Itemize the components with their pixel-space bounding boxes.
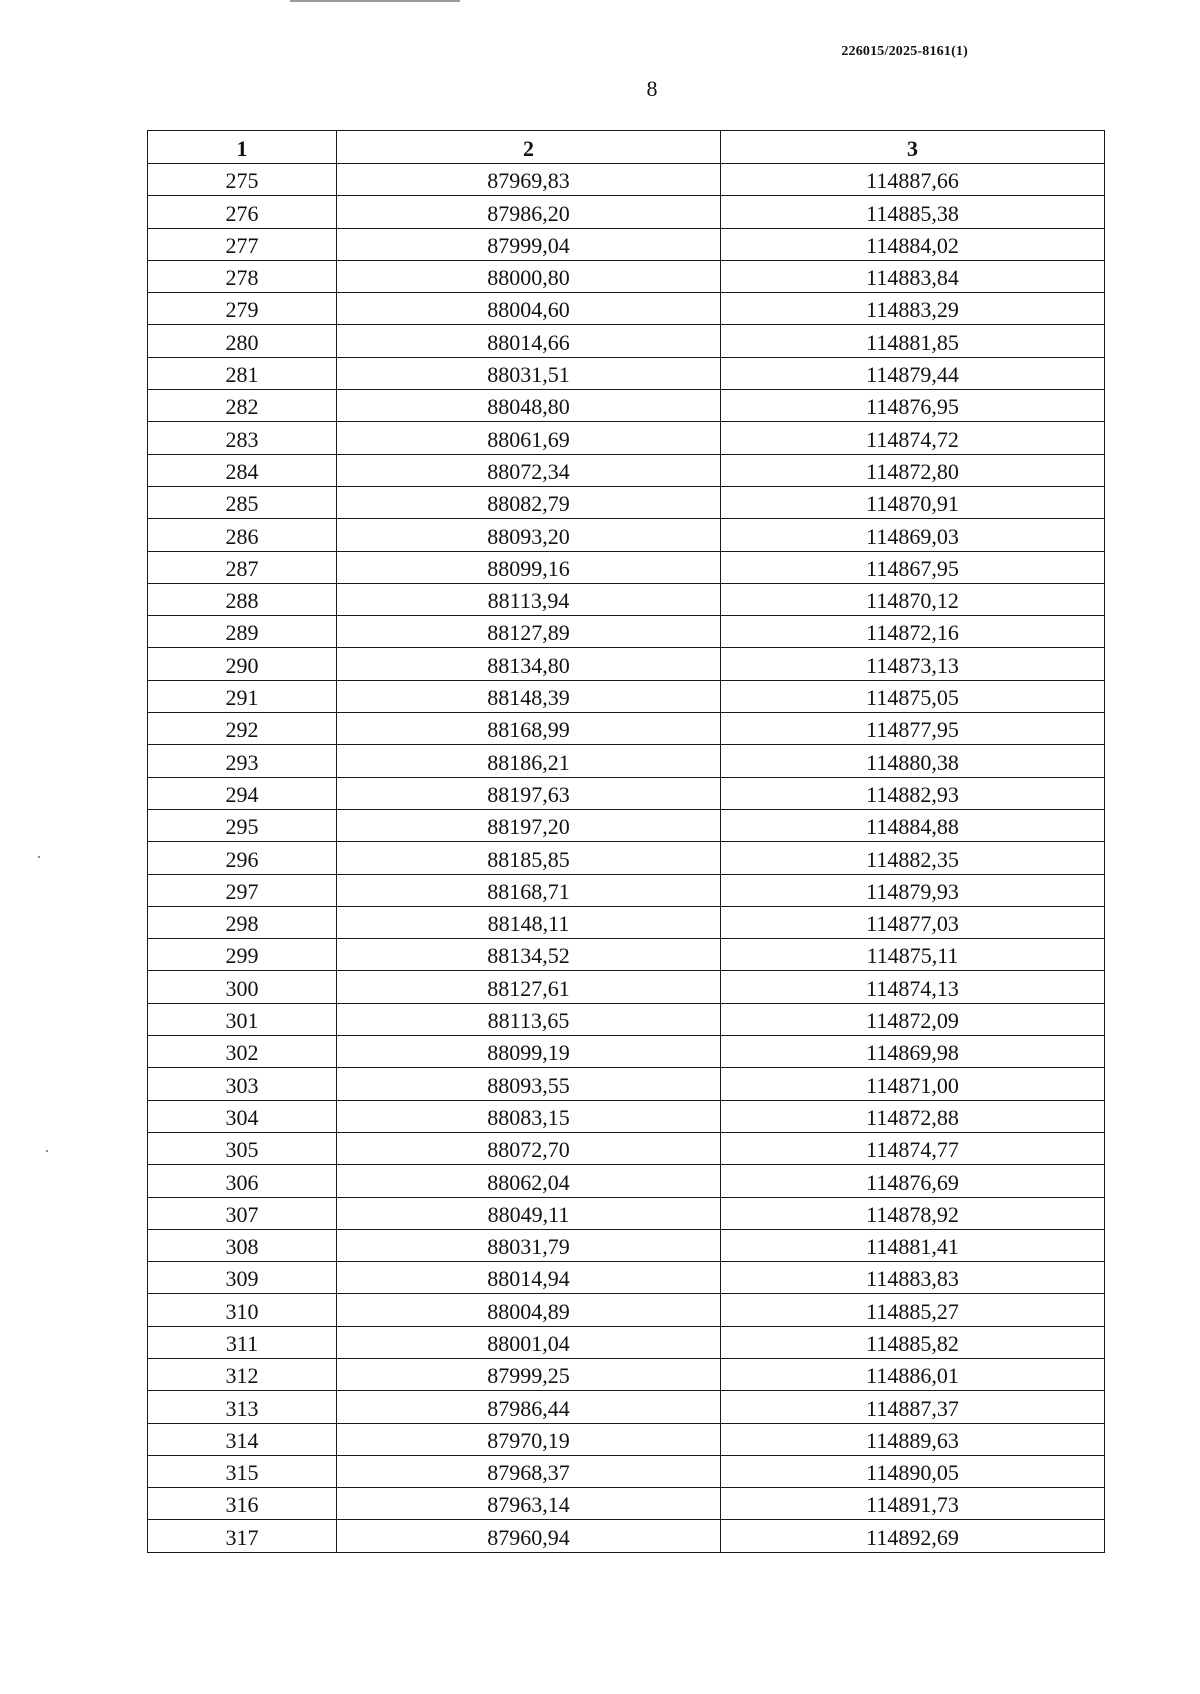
table-row (148, 1391, 1105, 1423)
y-coordinate-cell: 114881,41 (721, 1229, 1105, 1261)
column-header: 3 (721, 131, 1105, 164)
y-coordinate-cell: 114884,02 (721, 228, 1105, 260)
table-row (148, 745, 1105, 777)
y-coordinate-cell: 114891,73 (721, 1488, 1105, 1520)
point-number-cell: 284 (148, 454, 337, 486)
x-coordinate-cell: 88031,51 (337, 357, 721, 389)
table-row (148, 906, 1105, 938)
point-number-cell: 287 (148, 551, 337, 583)
x-coordinate-cell: 88061,69 (337, 422, 721, 454)
y-coordinate-cell: 114876,69 (721, 1165, 1105, 1197)
scan-artifact-dot (38, 856, 40, 858)
point-number-cell: 292 (148, 713, 337, 745)
x-coordinate-cell: 88134,52 (337, 939, 721, 971)
x-coordinate-cell: 88072,34 (337, 454, 721, 486)
point-number-cell: 311 (148, 1326, 337, 1358)
table-row (148, 164, 1105, 196)
y-coordinate-cell: 114871,00 (721, 1068, 1105, 1100)
point-number-cell: 285 (148, 486, 337, 518)
table-row (148, 519, 1105, 551)
x-coordinate-cell: 88186,21 (337, 745, 721, 777)
x-coordinate-cell: 88134,80 (337, 648, 721, 680)
x-coordinate-cell: 87969,83 (337, 164, 721, 196)
table-row (148, 1358, 1105, 1390)
x-coordinate-cell: 88093,20 (337, 519, 721, 551)
point-number-cell: 305 (148, 1132, 337, 1164)
y-coordinate-cell: 114892,69 (721, 1520, 1105, 1552)
x-coordinate-cell: 88062,04 (337, 1165, 721, 1197)
x-coordinate-cell: 88004,89 (337, 1294, 721, 1326)
table-row (148, 1003, 1105, 1035)
point-number-cell: 304 (148, 1100, 337, 1132)
point-number-cell: 283 (148, 422, 337, 454)
x-coordinate-cell: 88099,16 (337, 551, 721, 583)
point-number-cell: 281 (148, 357, 337, 389)
y-coordinate-cell: 114874,72 (721, 422, 1105, 454)
y-coordinate-cell: 114885,27 (721, 1294, 1105, 1326)
point-number-cell: 302 (148, 1036, 337, 1068)
y-coordinate-cell: 114874,13 (721, 971, 1105, 1003)
x-coordinate-cell: 88099,19 (337, 1036, 721, 1068)
table-row (148, 551, 1105, 583)
y-coordinate-cell: 114874,77 (721, 1132, 1105, 1164)
table-row (148, 1520, 1105, 1552)
y-coordinate-cell: 114886,01 (721, 1358, 1105, 1390)
y-coordinate-cell: 114875,05 (721, 680, 1105, 712)
x-coordinate-cell: 88148,11 (337, 906, 721, 938)
table-row (148, 1068, 1105, 1100)
y-coordinate-cell: 114879,44 (721, 357, 1105, 389)
y-coordinate-cell: 114873,13 (721, 648, 1105, 680)
table-row (148, 1294, 1105, 1326)
point-number-cell: 289 (148, 616, 337, 648)
table-row (148, 1455, 1105, 1487)
table-body (148, 164, 1105, 1553)
point-number-cell: 280 (148, 325, 337, 357)
table-row (148, 260, 1105, 292)
x-coordinate-cell: 87986,44 (337, 1391, 721, 1423)
table-row (148, 196, 1105, 228)
column-header: 1 (148, 131, 337, 164)
point-number-cell: 293 (148, 745, 337, 777)
page-number: 8 (646, 76, 658, 101)
y-coordinate-cell: 114885,82 (721, 1326, 1105, 1358)
y-coordinate-cell: 114880,38 (721, 745, 1105, 777)
y-coordinate-cell: 114883,29 (721, 293, 1105, 325)
table-row (148, 1326, 1105, 1358)
point-number-cell: 278 (148, 260, 337, 292)
x-coordinate-cell: 87986,20 (337, 196, 721, 228)
x-coordinate-cell: 88072,70 (337, 1132, 721, 1164)
x-coordinate-cell: 88014,66 (337, 325, 721, 357)
x-coordinate-cell: 88083,15 (337, 1100, 721, 1132)
x-coordinate-cell: 88185,85 (337, 842, 721, 874)
table-row (148, 939, 1105, 971)
x-coordinate-cell: 88148,39 (337, 680, 721, 712)
x-coordinate-cell: 88049,11 (337, 1197, 721, 1229)
point-number-cell: 309 (148, 1262, 337, 1294)
point-number-cell: 316 (148, 1488, 337, 1520)
y-coordinate-cell: 114889,63 (721, 1423, 1105, 1455)
point-number-cell: 317 (148, 1520, 337, 1552)
x-coordinate-cell: 87999,25 (337, 1358, 721, 1390)
y-coordinate-cell: 114878,92 (721, 1197, 1105, 1229)
x-coordinate-cell: 88127,61 (337, 971, 721, 1003)
table-row (148, 971, 1105, 1003)
point-number-cell: 295 (148, 809, 337, 841)
x-coordinate-cell: 88093,55 (337, 1068, 721, 1100)
y-coordinate-cell: 114881,85 (721, 325, 1105, 357)
point-number-cell: 291 (148, 680, 337, 712)
point-number-cell: 288 (148, 583, 337, 615)
point-number-cell: 286 (148, 519, 337, 551)
table-row (148, 228, 1105, 260)
table-row (148, 713, 1105, 745)
table-row (148, 1229, 1105, 1261)
y-coordinate-cell: 114879,93 (721, 874, 1105, 906)
point-number-cell: 276 (148, 196, 337, 228)
table-row (148, 1132, 1105, 1164)
x-coordinate-cell: 88004,60 (337, 293, 721, 325)
y-coordinate-cell: 114877,95 (721, 713, 1105, 745)
point-number-cell: 298 (148, 906, 337, 938)
point-number-cell: 279 (148, 293, 337, 325)
point-number-cell: 307 (148, 1197, 337, 1229)
y-coordinate-cell: 114869,98 (721, 1036, 1105, 1068)
y-coordinate-cell: 114872,80 (721, 454, 1105, 486)
x-coordinate-cell: 87960,94 (337, 1520, 721, 1552)
x-coordinate-cell: 88113,94 (337, 583, 721, 615)
table-row (148, 357, 1105, 389)
table-row (148, 293, 1105, 325)
y-coordinate-cell: 114869,03 (721, 519, 1105, 551)
y-coordinate-cell: 114876,95 (721, 390, 1105, 422)
table-row (148, 1262, 1105, 1294)
table-row (148, 1423, 1105, 1455)
y-coordinate-cell: 114870,12 (721, 583, 1105, 615)
x-coordinate-cell: 88113,65 (337, 1003, 721, 1035)
table-row (148, 680, 1105, 712)
point-number-cell: 301 (148, 1003, 337, 1035)
y-coordinate-cell: 114867,95 (721, 551, 1105, 583)
point-number-cell: 290 (148, 648, 337, 680)
x-coordinate-cell: 88168,99 (337, 713, 721, 745)
point-number-cell: 277 (148, 228, 337, 260)
table-row (148, 1488, 1105, 1520)
y-coordinate-cell: 114890,05 (721, 1455, 1105, 1487)
point-number-cell: 310 (148, 1294, 337, 1326)
table-row (148, 648, 1105, 680)
table-row (148, 1197, 1105, 1229)
coordinates-table (147, 130, 1105, 1553)
table-row (148, 1036, 1105, 1068)
y-coordinate-cell: 114887,37 (721, 1391, 1105, 1423)
point-number-cell: 275 (148, 164, 337, 196)
y-coordinate-cell: 114875,11 (721, 939, 1105, 971)
point-number-cell: 315 (148, 1455, 337, 1487)
scan-artifact-dot (46, 1150, 48, 1152)
point-number-cell: 312 (148, 1358, 337, 1390)
point-number-cell: 294 (148, 777, 337, 809)
y-coordinate-cell: 114882,35 (721, 842, 1105, 874)
x-coordinate-cell: 87999,04 (337, 228, 721, 260)
table-row (148, 325, 1105, 357)
y-coordinate-cell: 114877,03 (721, 906, 1105, 938)
x-coordinate-cell: 88001,04 (337, 1326, 721, 1358)
x-coordinate-cell: 88168,71 (337, 874, 721, 906)
table-row (148, 1165, 1105, 1197)
table-row (148, 422, 1105, 454)
scan-artifact-line (290, 0, 460, 2)
y-coordinate-cell: 114882,93 (721, 777, 1105, 809)
x-coordinate-cell: 88197,20 (337, 809, 721, 841)
point-number-cell: 313 (148, 1391, 337, 1423)
table-row (148, 583, 1105, 615)
point-number-cell: 314 (148, 1423, 337, 1455)
x-coordinate-cell: 87970,19 (337, 1423, 721, 1455)
y-coordinate-cell: 114885,38 (721, 196, 1105, 228)
y-coordinate-cell: 114872,88 (721, 1100, 1105, 1132)
x-coordinate-cell: 88127,89 (337, 616, 721, 648)
table-row (148, 1100, 1105, 1132)
x-coordinate-cell: 88048,80 (337, 390, 721, 422)
x-coordinate-cell: 88082,79 (337, 486, 721, 518)
table-row (148, 777, 1105, 809)
point-number-cell: 300 (148, 971, 337, 1003)
table-row (148, 390, 1105, 422)
x-coordinate-cell: 87968,37 (337, 1455, 721, 1487)
x-coordinate-cell: 88014,94 (337, 1262, 721, 1294)
table-row (148, 616, 1105, 648)
point-number-cell: 299 (148, 939, 337, 971)
y-coordinate-cell: 114883,84 (721, 260, 1105, 292)
y-coordinate-cell: 114887,66 (721, 164, 1105, 196)
y-coordinate-cell: 114883,83 (721, 1262, 1105, 1294)
x-coordinate-cell: 87963,14 (337, 1488, 721, 1520)
table-row (148, 809, 1105, 841)
point-number-cell: 306 (148, 1165, 337, 1197)
x-coordinate-cell: 88197,63 (337, 777, 721, 809)
x-coordinate-cell: 88031,79 (337, 1229, 721, 1261)
y-coordinate-cell: 114870,91 (721, 486, 1105, 518)
table-row (148, 874, 1105, 906)
point-number-cell: 296 (148, 842, 337, 874)
y-coordinate-cell: 114872,16 (721, 616, 1105, 648)
x-coordinate-cell: 88000,80 (337, 260, 721, 292)
document-number: 226015/2025-8161(1) (841, 44, 968, 59)
table-row (148, 454, 1105, 486)
column-header: 2 (337, 131, 721, 164)
point-number-cell: 308 (148, 1229, 337, 1261)
point-number-cell: 282 (148, 390, 337, 422)
point-number-cell: 303 (148, 1068, 337, 1100)
y-coordinate-cell: 114884,88 (721, 809, 1105, 841)
table-row (148, 842, 1105, 874)
y-coordinate-cell: 114872,09 (721, 1003, 1105, 1035)
table-header-row (148, 131, 1105, 164)
point-number-cell: 297 (148, 874, 337, 906)
table-row (148, 486, 1105, 518)
